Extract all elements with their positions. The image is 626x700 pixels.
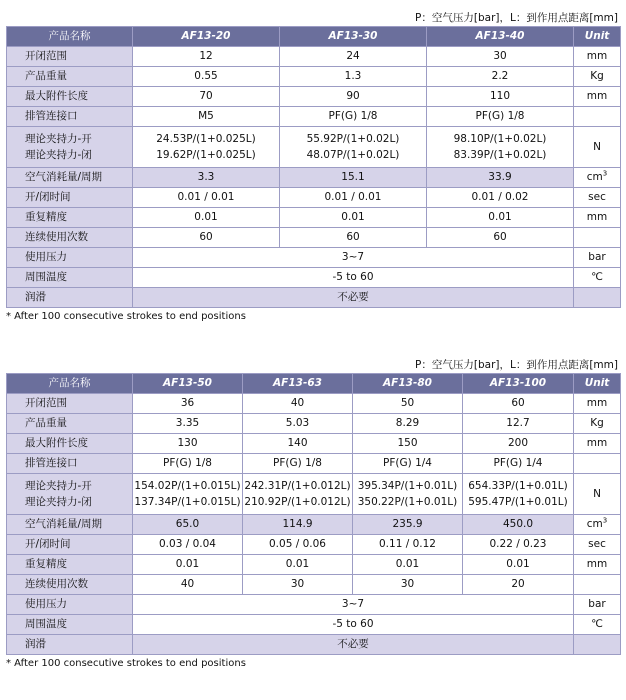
label-close: 理论夹持力-闭 [25,149,92,161]
row-label: 开闭范围 [7,47,133,67]
force-close: 19.62P/(1+0.025L) [156,149,256,161]
cell-value: 0.03 / 0.04 [133,535,243,555]
cell-value: 33.9 [427,168,574,188]
row-lubrication [7,635,621,655]
header-model: AF13-30 [280,27,427,47]
cell-force [463,474,574,515]
cell-value: 24 [280,47,427,67]
cell-value-merged: 不必要 [133,635,574,655]
cell-unit [574,454,621,474]
cell-unit: mm [574,47,621,67]
header-model: AF13-100 [463,374,574,394]
row-label: 开/闭时间 [7,535,133,555]
cell-value-merged: -5 to 60 [133,615,574,635]
cell-value: 15.1 [280,168,427,188]
cell-unit: sec [574,188,621,208]
unit-base: cm [586,518,603,530]
row-lubrication [7,288,621,308]
row-label: 连续使用次数 [7,228,133,248]
row-label: 重复精度 [7,555,133,575]
cell-value-merged: 3~7 [133,248,574,268]
row-label [7,474,133,515]
cell-force [353,474,463,515]
cell-value: 40 [133,575,243,595]
row-open-close-time [7,535,621,555]
header-row [7,374,621,394]
cell-value: 0.01 [133,208,280,228]
label-close: 理论夹持力-闭 [25,496,92,508]
cell-value: 8.29 [353,414,463,434]
cell-value: 60 [427,228,574,248]
cell-value: 0.11 / 0.12 [353,535,463,555]
cell-value: 3.3 [133,168,280,188]
cell-value: 20 [463,575,574,595]
row-attachment-length [7,87,621,107]
cell-value: 235.9 [353,515,463,535]
row-label: 连续使用次数 [7,575,133,595]
cell-value: 0.01 [427,208,574,228]
legend-text: P：空气压力[bar]，L：到作用点距离[mm] [415,359,618,371]
cell-force [243,474,353,515]
cell-value: PF(G) 1/4 [353,454,463,474]
cell-value: 130 [133,434,243,454]
force-open: 154.02P/(1+0.015L) [134,480,241,492]
header-model: AF13-20 [133,27,280,47]
force-close: 83.39P/(1+0.02L) [453,149,547,161]
cell-value: 114.9 [243,515,353,535]
row-label [7,127,133,168]
cell-value-merged: 3~7 [133,595,574,615]
row-label: 使用压力 [7,595,133,615]
force-open: 395.34P/(1+0.01L) [357,480,458,492]
row-air-consumption [7,515,621,535]
cell-value: 30 [243,575,353,595]
cell-unit: mm [574,87,621,107]
row-weight [7,414,621,434]
cell-value: 450.0 [463,515,574,535]
row-label: 排管连接口 [7,454,133,474]
cell-value: 36 [133,394,243,414]
spec-block-af13-small [6,10,620,324]
cell-value: 140 [243,434,353,454]
cell-value: 65.0 [133,515,243,535]
force-close: 210.92P/(1+0.012L) [244,496,351,508]
row-air-consumption [7,168,621,188]
row-repeatability [7,555,621,575]
force-open: 242.31P/(1+0.012L) [244,480,351,492]
force-open: 24.53P/(1+0.025L) [156,133,256,145]
cell-unit [574,168,621,188]
cell-unit [574,575,621,595]
cell-value-merged: 不必要 [133,288,574,308]
cell-unit: N [574,127,621,168]
header-product-name: 产品名称 [7,374,133,394]
header-unit: Unit [574,27,621,47]
row-label: 最大附件长度 [7,434,133,454]
cell-value: PF(G) 1/8 [133,454,243,474]
cell-unit [574,288,621,308]
row-port [7,454,621,474]
cell-unit: ℃ [574,615,621,635]
cell-value: 0.22 / 0.23 [463,535,574,555]
cell-value: 50 [353,394,463,414]
row-label: 最大附件长度 [7,87,133,107]
row-label: 重复精度 [7,208,133,228]
cell-force [427,127,574,168]
row-label: 空气消耗量/周期 [7,168,133,188]
header-product-name: 产品名称 [7,27,133,47]
cell-value: 200 [463,434,574,454]
cell-unit: mm [574,555,621,575]
force-close: 137.34P/(1+0.015L) [134,496,241,508]
row-label: 空气消耗量/周期 [7,515,133,535]
unit-sup: 3 [602,169,608,178]
spec-block-af13-large [6,357,620,671]
row-weight [7,67,621,87]
force-close: 48.07P/(1+0.02L) [306,149,400,161]
cell-value: 0.55 [133,67,280,87]
cell-value: 0.01 [353,555,463,575]
cell-value: 12.7 [463,414,574,434]
cell-value: 12 [133,47,280,67]
row-grip-force [7,127,621,168]
footnote: * After 100 consecutive strokes to end positions [6,658,246,669]
row-open-close-time [7,188,621,208]
row-continuous-cycles [7,228,621,248]
cell-value: 70 [133,87,280,107]
cell-value: 30 [353,575,463,595]
cell-value: PF(G) 1/4 [463,454,574,474]
cell-unit: sec [574,535,621,555]
cell-value: 110 [427,87,574,107]
cell-value: 60 [463,394,574,414]
header-row [7,27,621,47]
cell-force [280,127,427,168]
row-label: 周围温度 [7,268,133,288]
cell-value: 0.01 / 0.01 [280,188,427,208]
row-working-pressure [7,595,621,615]
cell-value: M5 [133,107,280,127]
row-working-pressure [7,248,621,268]
cell-value: 40 [243,394,353,414]
cell-unit [574,635,621,655]
row-repeatability [7,208,621,228]
header-model: AF13-50 [133,374,243,394]
cell-value: 0.01 [463,555,574,575]
cell-value: 0.05 / 0.06 [243,535,353,555]
cell-value: PF(G) 1/8 [243,454,353,474]
cell-value: 5.03 [243,414,353,434]
row-open-close-range [7,47,621,67]
row-label: 开闭范围 [7,394,133,414]
cell-force [133,127,280,168]
cell-value: 1.3 [280,67,427,87]
row-label: 产品重量 [7,67,133,87]
row-label: 开/闭时间 [7,188,133,208]
cell-value: 30 [427,47,574,67]
row-ambient-temperature [7,268,621,288]
header-model: AF13-40 [427,27,574,47]
row-port [7,107,621,127]
label-open: 理论夹持力-开 [25,133,92,145]
cell-value: 0.01 [280,208,427,228]
cell-value: 90 [280,87,427,107]
spec-table [6,26,621,308]
label-open: 理论夹持力-开 [25,480,92,492]
force-close: 350.22P/(1+0.01L) [357,496,458,508]
header-model: AF13-80 [353,374,463,394]
row-label: 润滑 [7,635,133,655]
cell-value: 0.01 [133,555,243,575]
cell-unit: Kg [574,67,621,87]
cell-value: 3.35 [133,414,243,434]
row-open-close-range [7,394,621,414]
cell-unit: mm [574,208,621,228]
row-grip-force [7,474,621,515]
row-label: 产品重量 [7,414,133,434]
cell-value: 2.2 [427,67,574,87]
row-label: 周围温度 [7,615,133,635]
spec-table [6,373,621,655]
cell-force [133,474,243,515]
cell-value: 0.01 / 0.01 [133,188,280,208]
cell-value: 60 [280,228,427,248]
cell-value: PF(G) 1/8 [280,107,427,127]
unit-sup: 3 [602,516,608,525]
header-unit: Unit [574,374,621,394]
cell-value: PF(G) 1/8 [427,107,574,127]
row-label: 使用压力 [7,248,133,268]
cell-unit: mm [574,434,621,454]
cell-unit: N [574,474,621,515]
unit-base: cm [586,171,603,183]
cell-unit: bar [574,248,621,268]
cell-unit: bar [574,595,621,615]
cell-unit [574,228,621,248]
header-model: AF13-63 [243,374,353,394]
cell-unit: mm [574,394,621,414]
cell-value: 150 [353,434,463,454]
force-open: 654.33P/(1+0.01L) [468,480,568,492]
force-close: 595.47P/(1+0.01L) [468,496,568,508]
footnote: * After 100 consecutive strokes to end positions [6,311,246,322]
cell-value-merged: -5 to 60 [133,268,574,288]
cell-unit [574,107,621,127]
row-continuous-cycles [7,575,621,595]
legend-text: P：空气压力[bar]，L：到作用点距离[mm] [415,12,618,24]
row-label: 润滑 [7,288,133,308]
row-attachment-length [7,434,621,454]
cell-unit: ℃ [574,268,621,288]
row-ambient-temperature [7,615,621,635]
cell-value: 0.01 [243,555,353,575]
cell-unit: Kg [574,414,621,434]
force-open: 98.10P/(1+0.02L) [453,133,547,145]
row-label: 排管连接口 [7,107,133,127]
cell-value: 60 [133,228,280,248]
cell-value: 0.01 / 0.02 [427,188,574,208]
force-open: 55.92P/(1+0.02L) [306,133,400,145]
cell-unit [574,515,621,535]
